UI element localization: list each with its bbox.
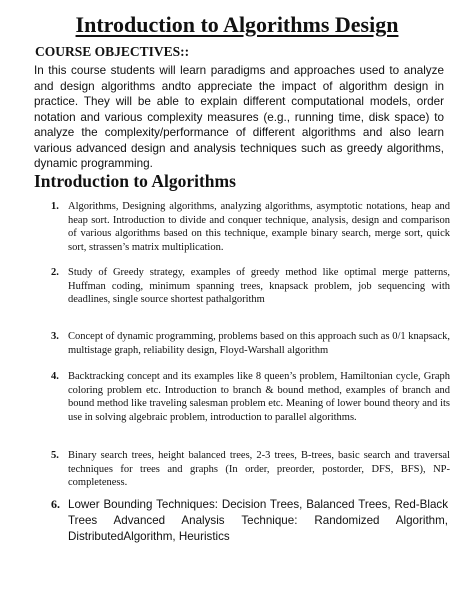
document-title: Introduction to Algorithms Design — [75, 12, 399, 37]
list-item-2 — [51, 266, 450, 307]
list-item-5 — [51, 449, 450, 490]
list-item-4 — [51, 370, 450, 424]
list-item-1 — [51, 200, 450, 254]
list-item-6 — [51, 497, 448, 544]
list-item-text: Lower Bounding Techniques: Decision Trees, Balanced Trees, Red-Black Trees Advanced Analysis Technique: Randomized Algorithm, DistributedAlgorithm, Heuristics — [68, 498, 448, 543]
section-heading: Introduction to Algorithms — [34, 171, 236, 191]
objectives-paragraph: In this course students will learn paradigms and approaches used to analyze and design algorithms andto appreciate the impact of algorithm design in practice. They will be able to explain different computational models, order notation and various complexity measures (e.g., running time, disk space) to analyze the complexity/performance of different algorithms and also learn various advanced design and analysis techniques such as greedy algorithms, dynamic programming. — [34, 64, 444, 170]
list-item-text: Algorithms, Designing algorithms, analyzing algorithms, asymptotic notations, heap and heap sort. Introduction to divide and conquer technique, analysis, design and comparison of various algorithms based on this technique, example binary search, merge sort, quick sort, strassen’s matrix multiplication. — [68, 201, 450, 253]
list-item-text: Study of Greedy strategy, examples of greedy method like optimal merge patterns, Huffman coding, minimum spanning trees, knapsack problem, job sequencing with deadlines, single source shortest pathalgorithm — [68, 267, 450, 306]
objectives-heading: COURSE OBJECTIVES:: — [35, 44, 190, 59]
list-item-text: Concept of dynamic programming, problems based on this approach such as 0/1 knapsack, multistage graph, reliability design, Floyd-Warshall algorithm — [68, 331, 450, 356]
list-item-text: Binary search trees, height balanced trees, 2-3 trees, B-trees, basic search and traversal techniques for trees and graphs (In order, preorder, postorder, DFS, BFS), NP-completeness. — [68, 450, 450, 489]
list-item-3 — [51, 330, 450, 357]
list-item-number: 1. — [51, 201, 59, 212]
list-item-number: 4. — [51, 371, 59, 382]
list-item-number: 2. — [51, 267, 59, 278]
list-item-number: 3. — [51, 331, 59, 342]
list-item-number: 5. — [51, 450, 59, 461]
list-item-text: Backtracking concept and its examples like 8 queen’s problem, Hamiltonian cycle, Graph coloring problem etc. Introduction to branch & bound method, examples of branch and bound method like traveling salesman problem etc. Meaning of lower bound theory and its use in solving algebraic problem, introduction to parallel algorithms. — [68, 371, 450, 423]
list-item-number: 6. — [51, 497, 60, 511]
